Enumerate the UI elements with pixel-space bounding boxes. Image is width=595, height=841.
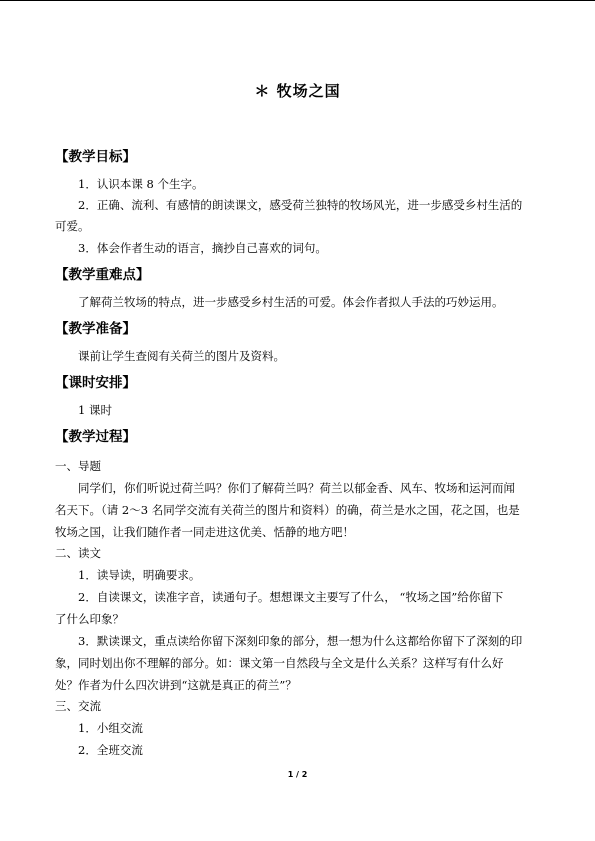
heading-preparation: 【教学准备】 [55,321,136,337]
reading-3-line-3: 处？作者为什么四次讲到“这就是真正的荷兰”？ [55,678,297,692]
section-intro: 一、导题 [55,459,101,473]
page-title: ＊ 牧场之国 [254,82,341,100]
page-top-rule [0,0,595,1]
exchange-1: 1．小组交流 [78,721,143,735]
heading-goals: 【教学目标】 [55,149,136,165]
heading-process: 【教学过程】 [55,429,136,445]
heading-schedule: 【课时安排】 [55,375,136,391]
reading-3-line-2: 象，同时划出你不理解的部分。如：课文第一自然段与全文是什么关系？这样写有什么好 [55,656,504,670]
reading-3-line-1: 3．默读课文，重点读给你留下深刻印象的部分，想一想为什么这都给你留下了深刻的印 [78,634,523,648]
intro-line-2: 名天下。（请 2～3 名同学交流有关荷兰的图片和资料）的确，荷兰是水之国，花之国，也是 [55,503,520,517]
intro-line-3: 牧场之国，让我们随作者一同走进这优美、恬静的地方吧！ [55,525,354,539]
schedule-text: 1 课时 [78,403,112,417]
heading-key-points: 【教学重难点】 [55,267,150,283]
intro-line-1: 同学们，你们听说过荷兰吗？你们了解荷兰吗？荷兰以郁金香、风车、牧场和运河而闻 [78,481,515,495]
section-exchange: 三、交流 [55,699,101,713]
reading-1: 1．读导读，明确要求。 [78,568,201,582]
goal-2-line-2: 可爱。 [55,219,90,233]
exchange-2: 2．全班交流 [78,743,143,757]
reading-2-line-1: 2．自读课文，读准字音，读通句子。想想课文主要写了什么， “牧场之国”给你留下 [78,590,504,604]
preparation-text: 课前让学生查阅有关荷兰的图片及资料。 [78,349,285,363]
section-reading: 二、读文 [55,546,101,560]
goal-1: 1．认识本课 8 个生字。 [78,177,204,191]
goal-2-line-1: 2．正确、流利、有感情的朗读课文，感受荷兰独特的牧场风光，进一步感受乡村生活的 [78,198,523,212]
page-number: 1 / 2 [287,770,308,779]
key-points-text: 了解荷兰牧场的特点，进一步感受乡村生活的可爱。体会作者拟人手法的巧妙运用。 [78,295,504,309]
goal-3: 3．体会作者生动的语言，摘抄自己喜欢的词句。 [78,241,327,255]
reading-2-line-2: 了什么印象？ [55,612,124,626]
